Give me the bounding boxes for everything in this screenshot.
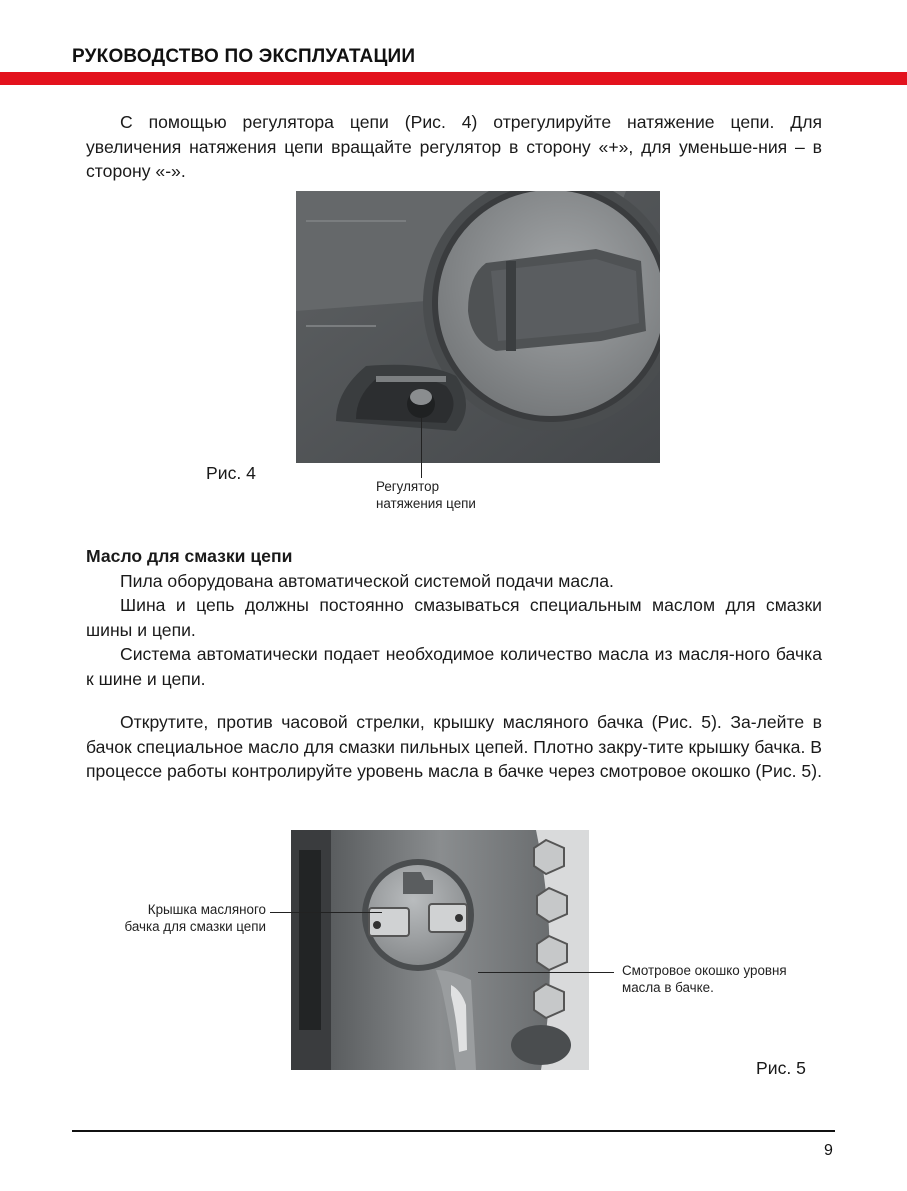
figure-4-leader-line: [421, 418, 422, 478]
figure-5-photo: [291, 830, 589, 1070]
oil-paragraph-2: Шина и цепь должны постоянно смазываться специальным маслом для смазки шины и цепи.: [86, 595, 822, 640]
oil-section-heading: Масло для смазки цепи: [86, 546, 293, 566]
oil-section: [86, 544, 822, 691]
figure-5-left-callout-line2: бачка для смазки цепи: [124, 919, 266, 934]
figure-5-right-leader-line: [478, 972, 614, 973]
figure-4-callout: [376, 478, 476, 512]
figure-5-right-callout-line2: масла в бачке.: [622, 980, 714, 995]
figure-5-left-leader-line: [270, 912, 382, 913]
intro-paragraph: С помощью регулятора цепи (Рис. 4) отрегулируйте натяжение цепи. Для увеличения натяжения цепи вращайте регулятор в сторону «+», для уменьше-ния – в сторону «-».: [86, 112, 822, 181]
page-number: 9: [824, 1142, 833, 1159]
figure-5-left-callout-line1: Крышка масляного: [147, 902, 266, 917]
footer-rule: [72, 1130, 835, 1132]
figure-5-caption: Рис. 5: [756, 1058, 806, 1078]
figure-4-caption: Рис. 4: [206, 463, 256, 483]
figure-4-photo: [296, 191, 660, 463]
oil-fill-text: [86, 710, 822, 784]
figure-5-right-callout-line1: Смотровое окошко уровня: [622, 963, 787, 978]
oil-tank-illustration: [291, 830, 589, 1070]
intro-text: [86, 110, 822, 184]
figure-4-callout-line1: Регулятор: [376, 479, 440, 494]
figure-5-right-callout: [622, 962, 787, 996]
figure-4-callout-line2: натяжения цепи: [376, 496, 476, 511]
figure-5-left-callout: [116, 901, 266, 935]
oil-paragraph-3: Система автоматически подает необходимое количество масла из масля-ного бачка к шине и цепи.: [86, 644, 822, 689]
header-accent-bar: [0, 72, 907, 85]
page-header-title: РУКОВОДСТВО ПО ЭКСПЛУАТАЦИИ: [72, 46, 416, 67]
oil-paragraph-4: Открутите, против часовой стрелки, крышку масляного бачка (Рис. 5). За-лейте в бачок специальное масло для смазки пильных цепей. Плотно закру-тите крышку бачка. В процессе работы контролируйте уровень масла в бачке через смотровое окошко (Рис. 5).: [86, 712, 822, 781]
chain-tensioner-illustration: [296, 191, 660, 463]
oil-paragraph-1: Пила оборудована автоматической системой подачи масла.: [120, 570, 614, 591]
